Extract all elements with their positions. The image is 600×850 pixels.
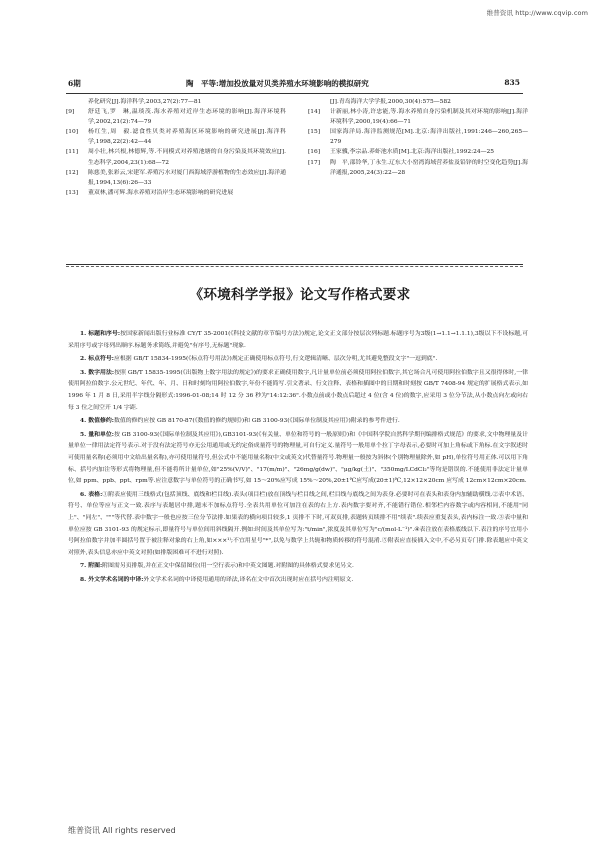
reference-item: [J].青岛海洋大学学报,2000,30(4):575—582 [330, 99, 451, 105]
section-paragraph: 1. 标题和序号:按国家新闻出版行业标准 CY/T 35-2001(《科技文献的章节编号方法》)规定,论文正文部分按层次列标题.标题序号为3级(1→1.1→1.1.1),3级以下不设标题,可采用序号或字母列出顺序.标题务求简练,并避免"有序号,无标题"现象. [68, 330, 528, 349]
header-rule [66, 93, 523, 94]
references-right-column [308, 97, 528, 178]
running-title: 陶 平等:增加投放量对贝类养殖水环境影响的模拟研究 [186, 79, 369, 88]
section-paragraph: 3. 数字用法:按照 GB/T 15835-1995(《出版物上数字用法的规定》)的要求正确使用数字,凡计量单位前必须使用阿拉伯数字,其它场合凡可使用阿拉伯数字且又很得体时,一律使用阿拉伯数字.公元世纪、年代、年、月、日和时刻均用阿拉伯数字,年份不能简写.引文著录、行文注释、表格和插图中的日期和时刻按 GB/T 7408-94 规定的扩展格式表示,如 1996 年 1 月 8 日,采用半字线分隔形式:1996-01-08;14 时 12 分 36 秒为"14:12:36".小数点前或小数点后超过 4 位(含 4 位)的数字,应采用 3 位分节法,从小数点向左或向右每 3 位之间空开 1/4 字距. [68, 368, 529, 411]
section-lead: 7. 附图: [80, 562, 103, 570]
reference-item: [11] 周小壮,林兴根,林德辉,等.不同模式对养殖池塘的自身污染及其环境效应[J].生态科学,2004,23(1):68—72 [66, 149, 286, 166]
reference-item: [17] 陶 平,邵铃华,丁永生.辽东大小窑湾海域营养盐及铅锌的时空变化趋势[J].海洋通报,2005,24(3):22—28 [308, 159, 528, 176]
section-divider-dashed [66, 266, 523, 267]
references-left-column [66, 97, 286, 198]
section-paragraph: 7. 附图:附图需另页排版,并在正文中保留图位(用一空行表示)和中英文图题.对附图的具体格式要求见另文. [80, 562, 354, 570]
footer-watermark: 维普资讯 All rights reserved [68, 826, 176, 835]
section-paragraph: 6. 表格:①附表应使用三线格式(包括顶线、底线和栏目线).表头(项目栏)放在顶线与栏目线之间,栏目线与底线之间为表身.必要时可在表头和表身内加辅助横线.②表中术语、符号、单位等应与正文一致.表序与表题居中排,题末不加标点符号.全表共用单位可加注在表的右上方.表内数字要对齐,不能错行错位.相邻栏内容数字或内容相同,不能用"同上"、"同左"、"""等代替.表中数字一般也应按三位分节法排.如果表的横向项目较多,1 页排不下时,可双页排,表题转页续排不用"续表".续表应重复表头,表内标注一致.③表中量和单位应按 GB 3101-93 的规定标示,即量符号与单位间用斜线隔开.例如:时间及其单位写为:"t/min",浓度及其单位写为"c/(mol·L⁻¹)".④表注放在表格底线以下.表注的序号宜用小号阿拉伯数字并加半圆括号置于被注释对象的右上角,如×××¹⁾;不宜用星号"*",以免与数学上共轭和物质转移的符号混淆.⑤附表应直接插入文中,不必另页专门排.除表题应中英文对照外,表头信息亦应中英文对照(如排版困难可不进行对照). [68, 490, 529, 556]
section-lead: 4. 数值修约: [80, 417, 114, 425]
page-number: 835 [504, 78, 520, 87]
reference-item: [9] 舒廷飞,罗 琳,温琰茂.海水养殖对近岸生态环境的影响[J].海洋环境科学,2002,21(2):74—79 [66, 109, 286, 126]
section-lead: 5. 量和单位: [80, 430, 114, 438]
section-lead: 1. 标题和序号: [80, 330, 121, 337]
article-title: 《环境科学学报》论文写作格式要求 [189, 287, 411, 303]
reference-item: [12] 陈慈美,张彩云,宋建军.养殖污水对厦门西海域浮游植物的生态效应[J].海洋通报,1994,13(6):26—33 [66, 169, 286, 186]
section-paragraph: 2. 标点符号:应根据 GB/T 15834-1995(《标点符号用法》)规定正确使用标点符号,行文逻辑清晰、层次分明,尤其避免整段文字"一逗到底". [80, 355, 438, 363]
article-body [68, 328, 528, 587]
references [66, 97, 526, 260]
issue-label: 6期 [68, 79, 81, 88]
section-divider [66, 264, 523, 265]
section-paragraph: 8. 外文学术名词的中译:外文学术名词的中译使用通用的译法,译名在文中首次出现时应在括号内注明原文. [80, 575, 354, 583]
reference-item: [10] 杨红生,周 毅.滤食性贝类对养殖海区环境影响的研究进展[J].海洋科学,1998,22(2):42—44 [66, 129, 286, 146]
section-lead: 6. 表格: [80, 490, 103, 498]
section-lead: 8. 外文学术名词的中译: [80, 575, 144, 583]
reference-item: [14] 计新丽,林小涛,许忠能,等.海水养殖自身污染机制及其对环境的影响[J].海洋环境科学,2000,19(4):66—71 [308, 109, 528, 126]
section-paragraph: 5. 量和单位:按 GB 3100-93(《国际单位制及其应用》),GB3101-93(《有关量、单位和符号的一般原则》)和《中国科学院自然科学期刊编排格式规范》的要求,文中物理量及计量单位一律用法定符号表示.对于没有法定符号亦无公用通用或无约定俗成量符号的物理量,可自行定义.量符号一般用单个拉丁字母表示,必要时可加上角标或下角标.在文字叙述时可使用量名称(必须用中文给出量名称),亦可使用量符号,但公式中不能用量名称(中文或英文)代替量符号.物理量一般按为斜体(个别物理量除外,如 pH),单位符号用正体.可以用下角标、括号内加注等形式将物理量,但不能将所计量单位,如"25%(V/V)"、"17(m/m)"、"26mg/g(dw)"、"μg/kg(土)"、"350mg/LCdCl₂"等均是错误的.不能使用非法定计量单位,如 ppm、ppb、ppt、rpm等.应注意数字与单位符号的正确书写,如 15～20%应写成 15%～20%,20±1℃应写成(20±1)℃,12×12×20cm 应写成 12cm×12cm×20cm. [68, 430, 529, 485]
reference-item: [15] 国家海洋局.海洋监测规范[M].北京:海洋出版社,1991:246—260,265—279 [308, 129, 528, 146]
section-lead: 2. 标点符号: [80, 355, 114, 363]
reference-item: [16] 王家骥,李宗品.养虾池水质[M].北京:海洋出版社,1992:24—25 [308, 149, 494, 156]
reference-item: [13] 董双林,潘可辉.海水养殖对沿岸生态环境影响的研究进展 [66, 189, 234, 196]
reference-item: 养化研究[J].海洋科学,2003,27(2):77—81 [88, 99, 202, 105]
page-header [68, 78, 520, 92]
watermark: 维普资讯 http://www.cqvip.com [486, 9, 588, 17]
section-paragraph: 4. 数值修约:数值的修约应按 GB 8170-87(《数值的修约规则》)和 GB 3100-93(《国际单位制及其应用》)附录的参考件进行. [80, 417, 400, 425]
section-lead: 3. 数字用法: [80, 368, 115, 376]
